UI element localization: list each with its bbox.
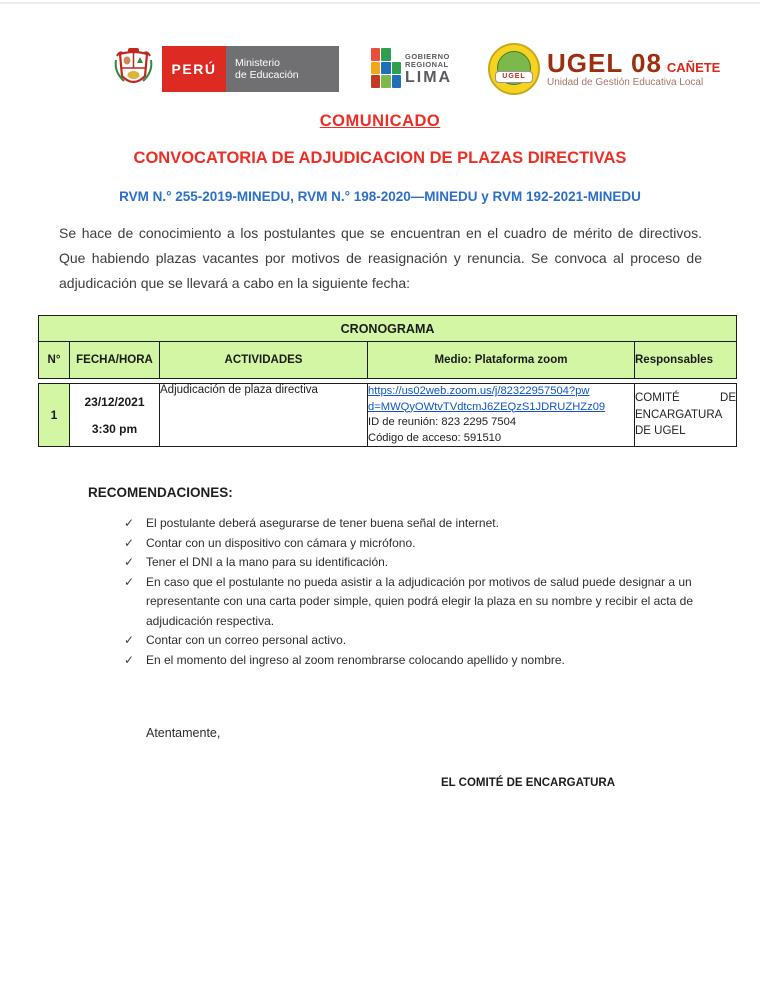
row-zoom-cell xyxy=(368,384,635,447)
ministry-line1: Ministerio xyxy=(235,56,280,69)
access-code: Código de acceso: 591510 xyxy=(368,431,502,444)
gore-mosaic-icon xyxy=(371,48,401,88)
recommendation-text: Contar con un dispositivo con cámara y micrófono. xyxy=(146,535,416,550)
gore-line3: LIMA xyxy=(405,68,453,86)
cronograma-data-table xyxy=(38,383,737,447)
ugel-08-logo xyxy=(488,43,720,95)
row-date-cell xyxy=(70,384,160,447)
check-icon: ✓ xyxy=(124,633,135,647)
ugel-seal-icon xyxy=(488,43,540,95)
check-icon: ✓ xyxy=(124,535,135,550)
peru-coat-of-arms-icon xyxy=(110,46,157,92)
intro-paragraph: Se hace de conocimiento a los postulantes que se encuentran en el cuadro de mérito de directivos. Que habiendo plazas vacantes por motivos de reasignación y renuncia. Se convoca al proceso de adjudicación que se llevará a cabo en la siguiente fecha: xyxy=(59,225,702,291)
list-item xyxy=(124,534,710,554)
zoom-meeting-link[interactable] xyxy=(368,384,634,415)
check-icon: ✓ xyxy=(124,516,135,530)
recommendations-list xyxy=(124,514,710,670)
ugel-title: UGEL 08 xyxy=(547,47,662,78)
row-activity-cell: Adjudicación de plaza directiva xyxy=(160,384,368,447)
cronograma-title: CRONOGRAMA xyxy=(39,316,737,342)
check-icon: ✓ xyxy=(124,555,135,569)
salutation: Atentamente, xyxy=(146,726,221,740)
recommendations-title: RECOMENDACIONES: xyxy=(88,485,233,500)
list-item xyxy=(124,573,710,632)
ugel-wordmark xyxy=(547,47,721,88)
list-item xyxy=(124,553,710,573)
check-icon: ✓ xyxy=(124,574,135,589)
list-item xyxy=(124,651,710,671)
comunicado-heading: COMUNICADO xyxy=(319,112,441,130)
zoom-link-line1[interactable]: https://us02web.zoom.us/j/82322957504?pw xyxy=(368,385,590,397)
col-header-fecha: FECHA/HORA xyxy=(70,342,160,379)
recommendation-text: En el momento del ingreso al zoom renombrarse colocando apellido y nombre. xyxy=(146,652,565,667)
col-header-actividades: ACTIVIDADES xyxy=(160,342,368,379)
recommendation-text: En caso que el postulante no pueda asistir a la adjudicación por motivos de salud puede designar a un representante con una carta poder simple, quien podrá elegir la plaza en su nombre y recibir el acta de adjudicación respectiva. xyxy=(146,574,693,628)
row-responsible-cell: COMITÉ DE ENCARGATURA DE UGEL xyxy=(635,384,737,447)
convocatoria-heading: CONVOCATORIA DE ADJUDICACION DE PLAZAS DIRECTIVAS xyxy=(133,149,627,167)
minedu-logo xyxy=(110,46,339,92)
recommendation-text: Tener el DNI a la mano para su identificación. xyxy=(146,555,389,569)
table-row xyxy=(39,384,737,447)
col-header-medio: Medio: Plataforma zoom xyxy=(368,342,635,379)
cronograma-header-table xyxy=(38,315,737,379)
gore-wordmark xyxy=(405,48,452,90)
peru-label: PERÚ xyxy=(171,61,217,77)
recommendation-text: El postulante deberá asegurarse de tener buena señal de internet. xyxy=(146,516,499,530)
cronograma-table xyxy=(38,315,736,447)
check-icon: ✓ xyxy=(124,652,135,667)
list-item xyxy=(124,631,710,651)
row-time: 3:30 pm xyxy=(91,421,138,436)
signature: EL COMITÉ DE ENCARGATURA xyxy=(441,777,615,789)
col-header-responsables: Responsables xyxy=(635,342,737,379)
ugel-seal-band: UGEL xyxy=(495,71,533,83)
gobierno-regional-lima-logo xyxy=(371,48,452,90)
rvm-reference-line: RVM N.° 255-2019-MINEDU, RVM N.° 198-2020—MINEDU y RVM 192-2021-MINEDU xyxy=(119,189,641,204)
page-top-edge xyxy=(0,2,760,4)
meeting-id: ID de reunión: 823 2295 7504 xyxy=(368,416,517,428)
col-header-num: N° xyxy=(39,342,70,379)
zoom-link-line2[interactable]: d=MWQyOWtvTVdtcmJ6ZEQzS1JDRUZHZz09 xyxy=(368,400,606,413)
gore-line2: REGIONAL xyxy=(405,60,449,69)
list-item xyxy=(124,514,710,534)
ministry-line2: de Educación xyxy=(235,69,299,81)
recommendation-text: Contar con un correo personal activo. xyxy=(146,633,347,647)
peru-wordmark xyxy=(162,46,226,92)
ugel-subtitle: Unidad de Gestión Educativa Local xyxy=(547,76,704,88)
gore-line1: GOBIERNO xyxy=(405,51,450,61)
ministry-of-education-block xyxy=(226,46,339,92)
ugel-region: CAÑETE xyxy=(666,59,721,75)
row-number-cell: 1 xyxy=(39,384,70,447)
row-date: 23/12/2021 xyxy=(84,394,145,409)
